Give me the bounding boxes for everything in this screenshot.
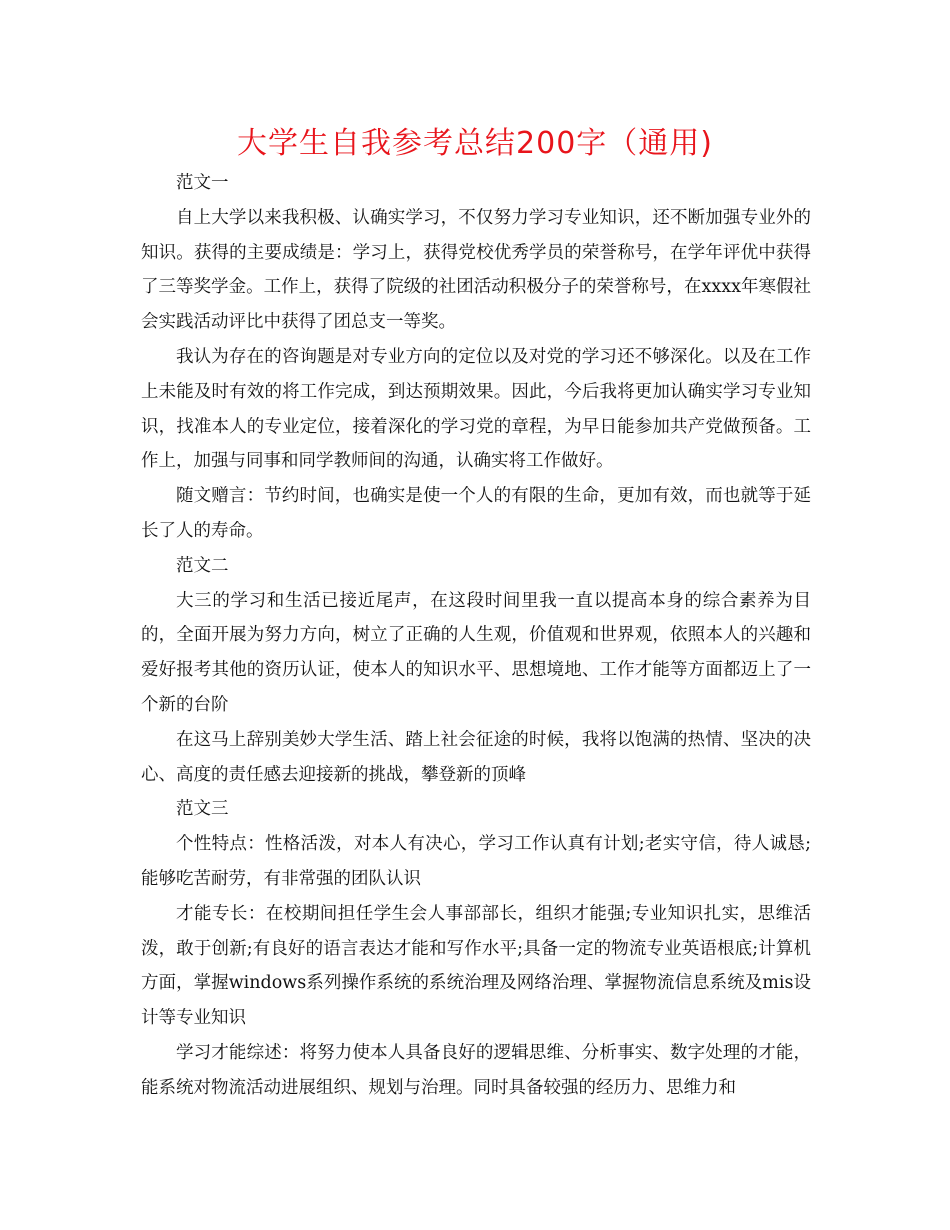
paragraph: 在这马上辞别美妙大学生活、踏上社会征途的时候，我将以饱满的热情、坚决的决心、高度的责任感去迎接新的挑战，攀登新的顶峰	[141, 729, 811, 785]
section-heading: 范文三	[176, 799, 229, 820]
paragraph: 随文赠言：节约时间，也确实是使一个人的有限的生命，更加有效，而也就等于延长了人的寿命。	[141, 486, 811, 541]
document-body	[141, 166, 811, 1106]
section-heading: 范文二	[176, 555, 229, 576]
document-title: 大学生自我参考总结200字（通用)	[237, 126, 713, 161]
paragraph: 才能专长：在校期间担任学生会人事部部长，组织才能强;专业知识扎实，思维活泼，敢于创新;有良好的语言表达才能和写作水平;具备一定的物流专业英语根底;计算机方面，掌握windows系列操作系统的系统治理及网络治理、掌握物流信息系统及mis设计等专业知识	[141, 903, 811, 1029]
paragraph: 学习才能综述：将努力使本人具备良好的逻辑思维、分析事实、数字处理的才能，能系统对物流活动进展组织、规划与治理。同时具备较强的经历力、思维力和	[141, 1042, 811, 1098]
paragraph: 大三的学习和生活已接近尾声，在这段时间里我一直以提高本身的综合素养为目的，全面开展为努力方向，树立了正确的人生观，价值观和世界观，依照本人的兴趣和爱好报考其他的资历认证，使本人的知识水平、思想境地、工作才能等方面都迈上了一个新的台阶	[141, 590, 811, 715]
paragraph: 自上大学以来我积极、认确实学习，不仅努力学习专业知识，还不断加强专业外的知识。获得的主要成绩是：学习上，获得党校优秀学员的荣誉称号，在学年评优中获得了三等奖学金。工作上，获得了院级的社团活动积极分子的荣誉称号，在xxxx年寒假社会实践活动评比中获得了团总支一等奖。	[141, 207, 811, 333]
paragraph: 个性特点：性格活泼，对本人有决心，学习工作认真有计划;老实守信，待人诚恳;能够吃苦耐劳，有非常强的团队认识	[141, 834, 811, 889]
section-heading: 范文一	[176, 173, 229, 193]
paragraph: 我认为存在的咨询题是对专业方向的定位以及对党的学习还不够深化。以及在工作上未能及时有效的将工作完成，到达预期效果。因此，今后我将更加认确实学习专业知识，找准本人的专业定位，接着深化的学习党的章程，为早日能参加共产党做预备。工作上，加强与同事和同学教师间的沟通，认确实将工作做好。	[141, 346, 811, 472]
